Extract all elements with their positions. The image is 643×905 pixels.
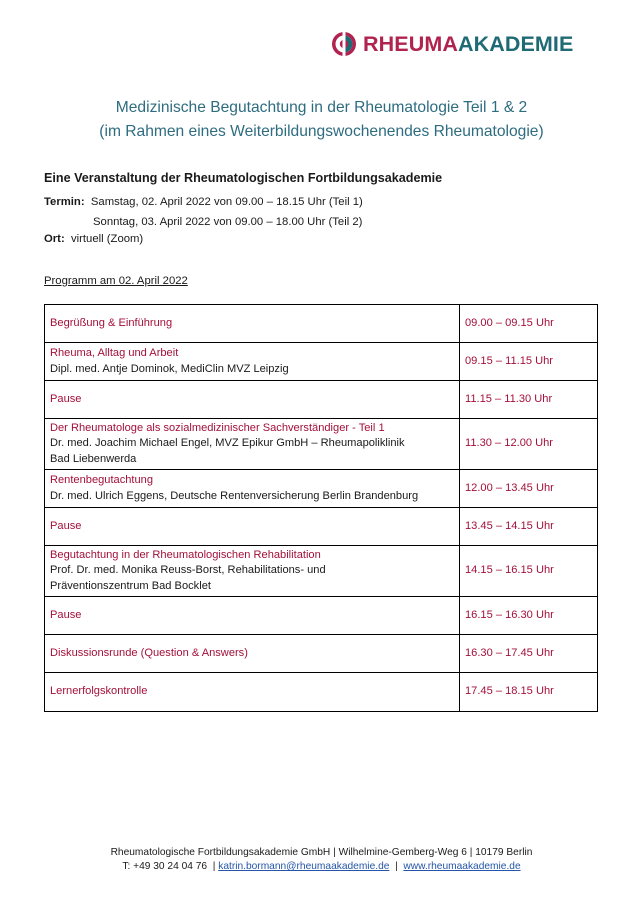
session-cell xyxy=(45,343,460,381)
table-row xyxy=(45,597,598,635)
session-title: Begrüßung & Einführung xyxy=(50,316,173,329)
table-row xyxy=(45,381,598,419)
event-subtitle: Eine Veranstaltung der Rheumatologischen Fortbildungsakademie xyxy=(44,171,443,185)
termin-row-2 xyxy=(44,212,363,232)
table-row xyxy=(45,343,598,381)
time-cell: 17.45 – 18.15 Uhr xyxy=(460,673,598,712)
session-cell xyxy=(45,546,460,597)
table-row xyxy=(45,305,598,343)
speaker-line-1: Dr. med. Joachim Michael Engel, MVZ Epikur GmbH – Rheumapoliklinik xyxy=(50,437,405,450)
session-title: Rheuma, Alltag und Arbeit xyxy=(50,347,179,360)
session-title: Lernerfolgskontrolle xyxy=(50,685,148,698)
location xyxy=(44,233,143,245)
session-title: Diskussionsrunde (Question & Answers) xyxy=(50,646,248,659)
session-cell xyxy=(45,673,460,712)
logo-text-part1: RHEUMA xyxy=(363,32,458,56)
session-title: Der Rheumatologe als sozialmedizinischer Sachverständiger - Teil 1 xyxy=(50,422,385,435)
termin-date-2: Sonntag, 03. April 2022 von 09.00 – 18.00 Uhr (Teil 2) xyxy=(93,216,363,228)
session-cell xyxy=(45,419,460,470)
time-cell: 09.00 – 09.15 Uhr xyxy=(460,305,598,343)
session-cell xyxy=(45,597,460,635)
table-row xyxy=(45,508,598,546)
session-cell xyxy=(45,381,460,419)
footer-separator: | xyxy=(212,861,216,872)
termin-label: Termin: xyxy=(44,196,85,208)
session-title: Pause xyxy=(50,608,82,621)
time-cell: 09.15 – 11.15 Uhr xyxy=(460,343,598,381)
time-cell: 16.15 – 16.30 Uhr xyxy=(460,597,598,635)
session-cell xyxy=(45,305,460,343)
table-row xyxy=(45,673,598,712)
session-cell xyxy=(45,470,460,508)
time-cell: 12.00 – 13.45 Uhr xyxy=(460,470,598,508)
logo-text xyxy=(363,31,573,57)
program-table xyxy=(44,304,598,712)
footer-address: Rheumatologische Fortbildungsakademie GmbH | Wilhelmine-Gemberg-Weg 6 | 10179 Berlin xyxy=(110,847,533,858)
time-cell: 11.15 – 11.30 Uhr xyxy=(460,381,598,419)
program-heading: Programm am 02. April 2022 xyxy=(44,275,188,287)
footer-contact xyxy=(0,860,643,874)
logo-text-part2: AKADEMIE xyxy=(457,32,574,56)
session-title: Rentenbegutachtung xyxy=(50,474,154,487)
footer-web-link[interactable]: www.rheumaakademie.de xyxy=(403,861,521,872)
footer xyxy=(0,846,643,874)
termin-block xyxy=(44,192,363,232)
speaker: Dipl. med. Antje Dominok, MediClin MVZ Leipzig xyxy=(50,362,289,375)
session-cell xyxy=(45,635,460,673)
title-line-2: (im Rahmen eines Weiterbildungswochenendes Rheumatologie) xyxy=(99,123,544,140)
ort-value: virtuell (Zoom) xyxy=(71,233,144,245)
time-cell: 16.30 – 17.45 Uhr xyxy=(460,635,598,673)
time-cell: 14.15 – 16.15 Uhr xyxy=(460,546,598,597)
speaker-line-2: Bad Liebenwerda xyxy=(50,452,137,465)
ort-label: Ort: xyxy=(44,233,65,245)
speaker: Dr. med. Ulrich Eggens, Deutsche Rentenversicherung Berlin Brandenburg xyxy=(50,489,419,502)
footer-phone: T: +49 30 24 04 76 xyxy=(122,861,208,872)
table-row xyxy=(45,470,598,508)
termin-row-1 xyxy=(44,192,363,212)
table-row xyxy=(45,635,598,673)
footer-separator: | xyxy=(395,861,398,872)
table-row xyxy=(45,546,598,597)
logo xyxy=(331,31,573,57)
time-cell: 11.30 – 12.00 Uhr xyxy=(460,419,598,470)
footer-email-link[interactable]: katrin.bormann@rheumaakademie.de xyxy=(218,861,390,872)
table-row xyxy=(45,419,598,470)
speaker-line-1: Prof. Dr. med. Monika Reuss-Borst, Rehabilitations- und xyxy=(50,564,326,577)
session-title: Pause xyxy=(50,519,82,532)
session-title: Pause xyxy=(50,392,82,405)
termin-date-1: Samstag, 02. April 2022 von 09.00 – 18.15 Uhr (Teil 1) xyxy=(90,196,363,208)
page-title xyxy=(0,96,643,144)
rheuma-logo-icon xyxy=(331,31,357,57)
session-title: Begutachtung in der Rheumatologischen Rehabilitation xyxy=(50,549,321,562)
time-cell: 13.45 – 14.15 Uhr xyxy=(460,508,598,546)
session-cell xyxy=(45,508,460,546)
speaker-line-2: Präventionszentrum Bad Bocklet xyxy=(50,579,211,592)
title-line-1: Medizinische Begutachtung in der Rheumatologie Teil 1 & 2 xyxy=(115,99,528,116)
